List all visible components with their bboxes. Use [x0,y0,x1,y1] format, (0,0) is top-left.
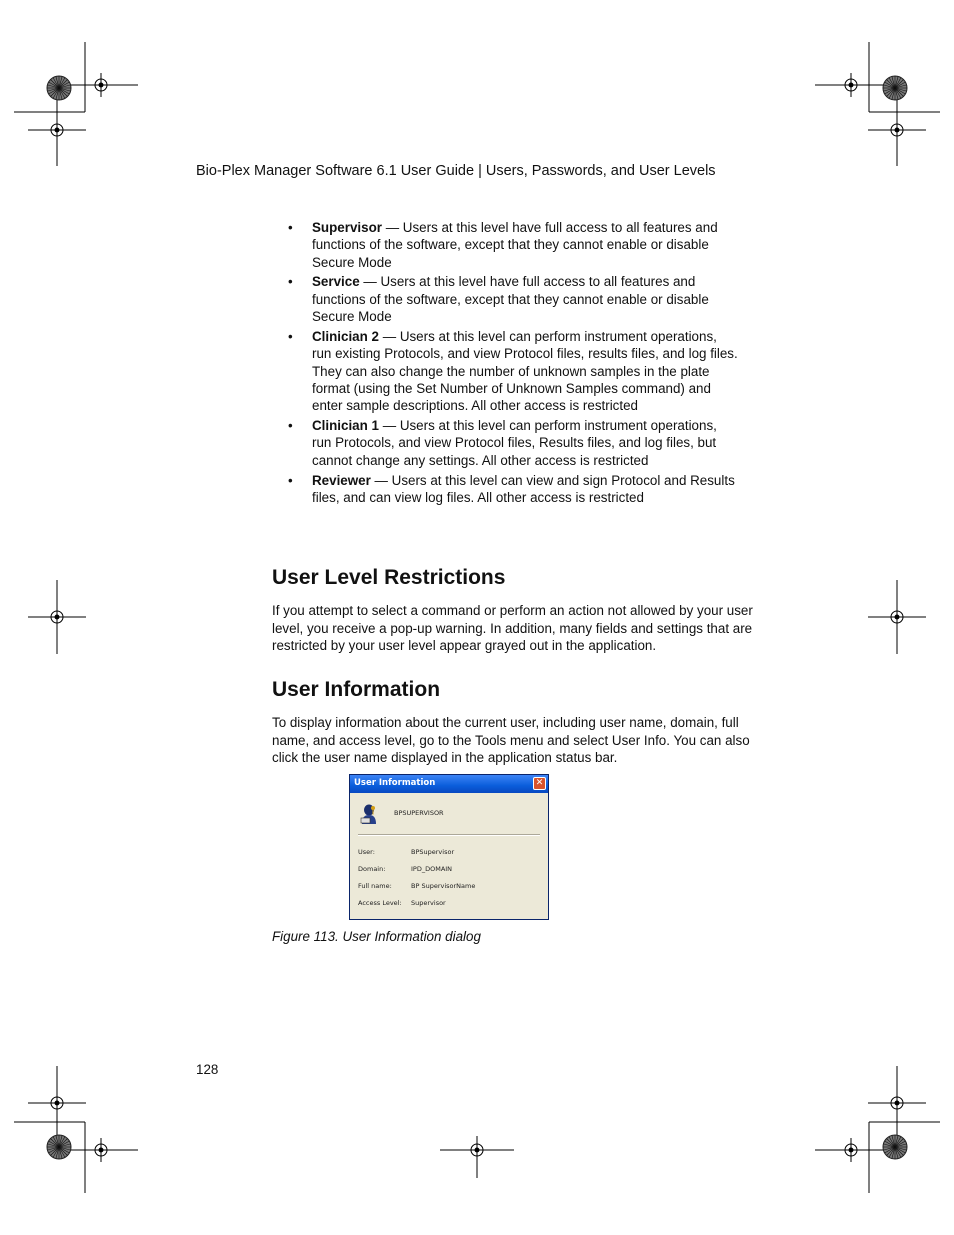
crosshair-mark-icon [465,1138,489,1162]
bullet-icon: • [288,220,293,235]
field-access-level [358,899,446,907]
crosshair-mark-icon [45,1091,69,1115]
starburst-mark-icon [47,1135,71,1159]
bullet-icon: • [288,472,293,488]
restrictions-heading: User Level Restrictions [272,566,506,589]
user-information-dialog [349,774,549,920]
field-label: Full name: [358,882,392,890]
bullet-icon: • [288,328,293,344]
crosshair-mark-icon [89,73,113,97]
crosshair-mark-icon [885,605,909,629]
crosshair-mark-icon [45,118,69,142]
page-number: 128 [196,1062,219,1077]
field-label: Domain: [358,865,386,873]
field-domain [358,865,452,873]
user-key-icon [359,803,379,825]
crosshair-mark-icon [885,1091,909,1115]
dialog-title: User Information [354,778,436,788]
list-item [288,219,738,271]
account-name: BPSUPERVISOR [394,809,444,817]
crosshair-mark-icon [839,73,863,97]
field-value: BPSupervisor [411,848,455,856]
list-item [288,472,738,507]
level-name: Supervisor [312,220,382,235]
information-heading: User Information [272,678,441,701]
list-item [288,273,738,325]
crosshair-mark-icon [45,605,69,629]
crosshair-mark-icon [839,1138,863,1162]
dialog-titlebar[interactable] [350,775,548,793]
level-description: — Users at this level can perform instrument operations, run Protocols, and view Protocol files, Results files, and log files, but cannot change any settings. All other access is restricted [312,418,717,468]
level-name: Reviewer [312,472,371,488]
level-name: Clinician 2 [312,328,379,344]
bullet-icon: • [288,418,293,434]
figure-caption: Figure 113. User Information dialog [272,929,481,944]
user-level-list [288,219,738,509]
field-user [358,848,454,856]
level-description: — Users at this level have full access to all features and functions of the software, except that they cannot enable or disable Secure Mode [312,220,718,270]
divider [358,834,540,836]
field-value: BP SupervisorName [411,882,476,890]
level-name: Service [312,274,360,290]
crosshair-mark-icon [885,118,909,142]
level-description: — Users at this level can perform instrument operations, run existing Protocols, and view Protocol files, results files, and log files. They can also change the number of unknown samples in the plate format (using the Set Number of Unknown Samples command) and enter sample descriptions. All other access is restricted [312,328,738,414]
running-header: Bio-Plex Manager Software 6.1 User Guide | Users, Passwords, and User Levels [196,163,716,179]
field-label: Access Level: [358,899,402,907]
field-full-name [358,882,475,890]
starburst-mark-icon [883,1135,907,1159]
field-value: Supervisor [411,899,446,907]
field-label: User: [358,848,375,856]
field-value: IPD_DOMAIN [411,865,453,873]
bullet-icon: • [288,274,293,290]
restrictions-body: If you attempt to select a command or perform an action not allowed by your user level, you receive a pop-up warning. In addition, many fields and settings that are restricted by your user level appear grayed out in the application. [272,603,753,653]
level-description: — Users at this level can view and sign Protocol and Results files, and can view log files. All other access is restricted [312,472,735,505]
level-description: — Users at this level have full access to all features and functions of the software, except that they cannot enable or disable Secure Mode [312,274,709,325]
crosshair-mark-icon [89,1138,113,1162]
list-item [288,328,738,414]
close-icon[interactable]: ✕ [533,777,546,790]
starburst-mark-icon [883,76,907,100]
level-name: Clinician 1 [312,418,379,434]
information-body: To display information about the current user, including user name, domain, full name, and access level, go to the Tools menu and select User Info. You can also click the user name displayed in the application status bar. [272,715,750,765]
list-item [288,417,738,469]
starburst-mark-icon [47,76,71,100]
